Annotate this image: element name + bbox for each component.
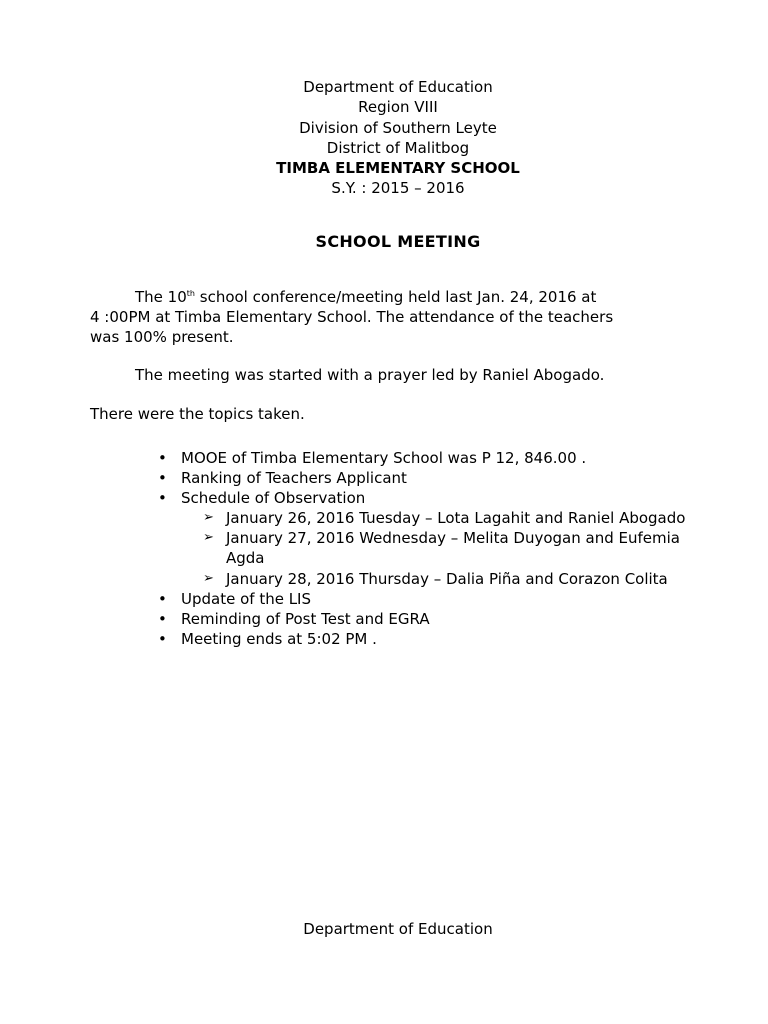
bullet-icon: • — [158, 469, 167, 488]
bullet-icon: • — [158, 629, 167, 648]
sub-list-item-text: January 27, 2016 Wednesday – Melita Duyogan and Eufemia Agda — [226, 529, 680, 568]
arrow-bullet-icon: ➢ — [203, 570, 214, 586]
school-name: TIMBA ELEMENTARY SCHOOL — [276, 159, 520, 178]
list-item-text: Ranking of Teachers Applicant — [181, 469, 407, 488]
document-header — [0, 77, 768, 199]
bullet-icon: • — [158, 449, 167, 467]
sub-list-item-text: January 26, 2016 Tuesday – Lota Lagahit and Raniel Abogado — [226, 509, 686, 528]
bullet-icon: • — [158, 589, 167, 608]
paragraph-attendance — [90, 287, 715, 348]
sub-list-item — [0, 508, 686, 528]
paragraph-line: 4 :00PM at Timba Elementary School. The attendance of the teachers — [90, 308, 614, 327]
list-item — [0, 448, 768, 468]
paragraph-prayer — [90, 365, 715, 385]
list-item-text: MOOE of Timba Elementary School was P 12, 846.00 . — [181, 449, 587, 467]
document-title: SCHOOL MEETING — [315, 232, 481, 251]
list-item — [0, 488, 768, 508]
paragraph-text: school conference/meeting held last Jan. 24, 2016 at — [194, 288, 597, 306]
arrow-bullet-icon: ➢ — [203, 510, 214, 526]
footer-department: Department of Education — [303, 920, 493, 938]
region-line: Region VIII — [358, 98, 438, 117]
sub-list-item-text: January 28, 2016 Thursday – Dalia Piña and Corazon Colita — [226, 569, 668, 588]
paragraph-line: The meeting was started with a prayer led by Raniel Abogado. — [135, 366, 605, 384]
bullet-icon: • — [158, 609, 167, 628]
sub-list-item — [0, 569, 686, 589]
topics-list — [0, 448, 768, 649]
ordinal-superscript: th — [186, 289, 195, 298]
paragraph-line: was 100% present. — [90, 328, 234, 347]
paragraph-topics-intro — [90, 404, 715, 424]
list-item — [0, 468, 768, 488]
department-line: Department of Education — [303, 78, 493, 96]
list-item-text: Meeting ends at 5:02 PM . — [181, 629, 377, 648]
paragraph-text: The 10 — [135, 288, 187, 306]
district-line: District of Malitbog — [326, 138, 470, 157]
list-item — [0, 589, 768, 609]
division-line: Division of Southern Leyte — [299, 118, 497, 137]
paragraph-line: There were the topics taken. — [90, 405, 305, 423]
list-item — [0, 609, 768, 629]
list-item — [0, 629, 768, 649]
sub-list-item — [0, 528, 686, 568]
list-item-text: Schedule of Observation — [181, 489, 366, 508]
arrow-bullet-icon: ➢ — [203, 530, 214, 546]
paragraph-line — [90, 287, 715, 307]
list-item-text: Update of the LIS — [181, 589, 312, 608]
school-year: S.Y. : 2015 – 2016 — [331, 179, 465, 198]
list-item-text: Reminding of Post Test and EGRA — [181, 609, 430, 628]
bullet-icon: • — [158, 489, 167, 508]
